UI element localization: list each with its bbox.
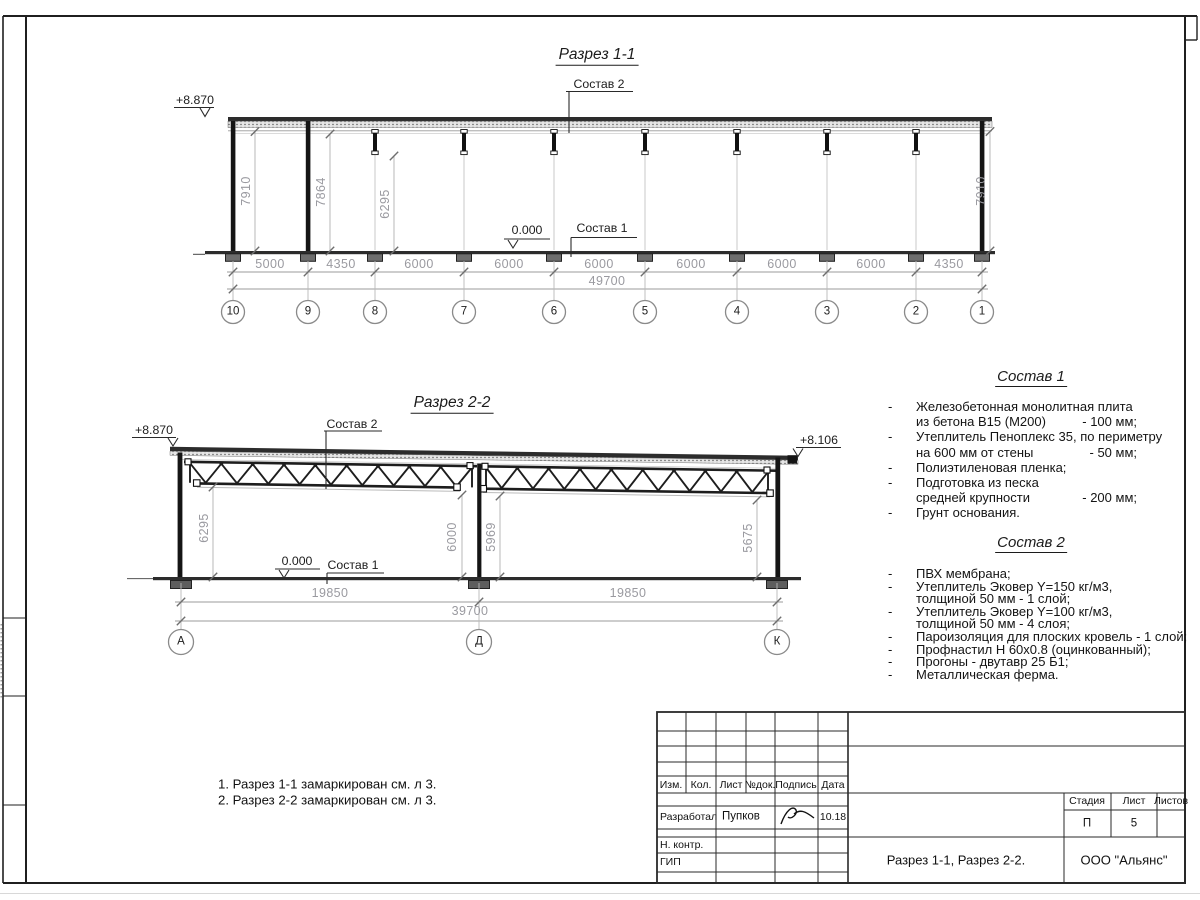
list-item <box>878 460 1198 475</box>
grid-bubble-label: 7 <box>460 305 468 318</box>
section1-floor-leader-label: Состав 1 <box>576 220 628 235</box>
item-text: Профнастил Н 60х0.8 (оцинкованный); <box>916 641 1151 657</box>
list-item <box>878 414 1198 429</box>
item-text: Грунт основания. <box>916 505 1020 521</box>
tb-header-kol: Кол. <box>690 778 712 791</box>
section1-elevation-zero: 0.000 <box>511 222 543 237</box>
section2-roof-leader-label: Состав 2 <box>326 416 378 431</box>
tb-sheet-value: 5 <box>1130 817 1138 830</box>
tb-date-developer: 10.18 <box>819 810 847 823</box>
item-text: Утеплитель Эковер Y=100 кг/м3, <box>916 603 1113 619</box>
sostav2-list <box>878 566 1198 682</box>
section1-dim: 6000 <box>584 256 614 271</box>
item-text: Утеплитель Пеноплекс 35, по периметру <box>916 429 1163 445</box>
section1-vdim: 7864 <box>313 177 328 207</box>
item-text: Утеплитель Эковер Y=150 кг/м3, <box>916 578 1113 594</box>
tb-role-ncontrol: Н. контр. <box>660 838 704 851</box>
section1-dim: 4350 <box>934 256 964 271</box>
grid-bubble-label: К <box>773 635 781 648</box>
dash: - <box>888 474 893 490</box>
tb-name-developer: Пупков <box>722 810 760 823</box>
list-item <box>878 629 1198 642</box>
grid-bubble-label: 5 <box>641 305 649 318</box>
sostav2-title: Состав 2 <box>997 534 1065 551</box>
tb-header-podpis: Подпись <box>775 778 817 791</box>
note-line-1: 1. Разрез 1-1 замаркирован см. л 3. <box>218 776 437 792</box>
section1-vdim: 7910 <box>973 176 988 206</box>
grid-bubble-label: Д <box>475 635 483 648</box>
section1-dim: 4350 <box>326 256 356 271</box>
list-item <box>878 399 1198 414</box>
section1-elevation-top: +8.870 <box>176 92 214 107</box>
grid-bubble-label: 10 <box>226 305 240 318</box>
tb-sheet-label: Лист <box>1122 794 1146 807</box>
dash: - <box>888 641 893 657</box>
section1-dim: 6000 <box>404 256 434 271</box>
grid-bubble-label: 9 <box>304 305 312 318</box>
dash: - <box>888 666 893 682</box>
grid-bubble-label: 1 <box>978 305 986 318</box>
item-text: ПВХ мембрана; <box>916 566 1011 581</box>
item-text: Подготовка из песка <box>916 474 1039 490</box>
list-item <box>878 604 1198 617</box>
dash: - <box>888 429 893 445</box>
section2-elevation-zero: 0.000 <box>281 553 313 568</box>
item-text: средней крупности <box>916 490 1030 506</box>
list-item <box>878 445 1198 460</box>
sostav1-title: Состав 1 <box>997 368 1065 385</box>
item-text: из бетона В15 (М200) <box>916 414 1046 430</box>
list-item <box>878 490 1198 505</box>
grid-bubble-label: 4 <box>733 305 741 318</box>
tb-stage-value: П <box>1082 817 1092 830</box>
item-text: толщиной 50 мм - 4 слоя; <box>916 616 1071 632</box>
dash: - <box>888 459 893 475</box>
item-text: толщиной 50 мм - 1 слой; <box>916 591 1071 607</box>
section2-elevation-right: +8.106 <box>800 432 838 447</box>
tb-company: ООО "Альянс" <box>1080 852 1168 868</box>
list-item <box>878 642 1198 655</box>
item-text: Пароизоляция для плоских кровель - 1 слой; <box>916 628 1188 644</box>
list-item <box>878 566 1198 579</box>
grid-bubble-label: 8 <box>371 305 379 318</box>
grid-bubble-label: А <box>177 635 185 648</box>
dimension-ticks <box>177 127 994 625</box>
section2-dim: 19850 <box>311 585 349 600</box>
item-text: Прогоны - двутавр 25 Б1; <box>916 654 1069 670</box>
dash: - <box>888 399 893 414</box>
section1-dim: 6000 <box>494 256 524 271</box>
tb-role-developer: Разработал <box>660 810 718 823</box>
section2-dim: 19850 <box>609 585 647 600</box>
list-item <box>878 579 1198 592</box>
section2-vdim: 5969 <box>483 522 498 552</box>
list-item <box>878 616 1198 632</box>
item-value: - 200 мм; <box>1082 490 1137 506</box>
dash: - <box>888 654 893 670</box>
section2-total-dim: 39700 <box>451 603 489 618</box>
list-item <box>878 654 1198 670</box>
section2-vdim: 6000 <box>444 522 459 552</box>
dash: - <box>888 566 893 581</box>
list-item <box>878 667 1198 680</box>
section1-title: Разрез 1-1 <box>556 47 639 66</box>
section2-floor-leader-label: Состав 1 <box>327 557 379 572</box>
item-text: на 600 мм от стены <box>916 444 1034 460</box>
section1-vdim: 6295 <box>377 189 392 219</box>
section1-roof-leader-label: Состав 2 <box>573 76 625 91</box>
section2-vdim: 5675 <box>740 523 755 553</box>
section1-dim: 6000 <box>676 256 706 271</box>
sostav1-list <box>878 399 1198 521</box>
tb-header-list: Лист <box>719 778 743 791</box>
section1-dim: 6000 <box>767 256 797 271</box>
section2-elevation-left: +8.870 <box>135 422 173 437</box>
item-value: - 50 мм; <box>1089 444 1137 460</box>
section1-dim: 6000 <box>856 256 886 271</box>
tb-stage-label: Стадия <box>1069 794 1105 807</box>
tb-doc-title: Разрез 1-1, Разрез 2-2. <box>886 852 1026 868</box>
list-item <box>878 591 1198 607</box>
item-text: Полиэтиленовая пленка; <box>916 459 1067 475</box>
section1-total-dim: 49700 <box>588 273 626 288</box>
section-1-1-drawing <box>174 92 995 324</box>
section1-dim: 5000 <box>255 256 285 271</box>
tb-header-ndok: №док. <box>744 778 776 791</box>
tb-role-gip: ГИП <box>660 855 681 868</box>
dash: - <box>888 505 893 521</box>
grid-bubble-label: 2 <box>912 305 920 318</box>
dash: - <box>888 628 893 644</box>
item-text: Металлическая ферма. <box>916 666 1059 682</box>
list-item <box>878 505 1198 520</box>
list-item <box>878 429 1198 444</box>
item-text: Железобетонная монолитная плита <box>916 399 1133 414</box>
note-line-2: 2. Разрез 2-2 замаркирован см. л 3. <box>218 792 437 808</box>
section2-title: Разрез 2-2 <box>411 395 494 414</box>
section2-vdim: 6295 <box>196 513 211 543</box>
item-value: - 100 мм; <box>1082 414 1137 430</box>
list-item <box>878 475 1198 490</box>
tb-header-data: Дата <box>821 778 845 791</box>
tb-sheets-label: Листов <box>1153 794 1189 807</box>
section1-vdim: 7910 <box>238 176 253 206</box>
dash: - <box>888 603 893 619</box>
grid-bubble-label: 6 <box>550 305 558 318</box>
grid-bubble-label: 3 <box>823 305 831 318</box>
dash: - <box>888 578 893 594</box>
signature-scribble <box>781 808 814 824</box>
tb-header-izm: Изм. <box>659 778 683 791</box>
